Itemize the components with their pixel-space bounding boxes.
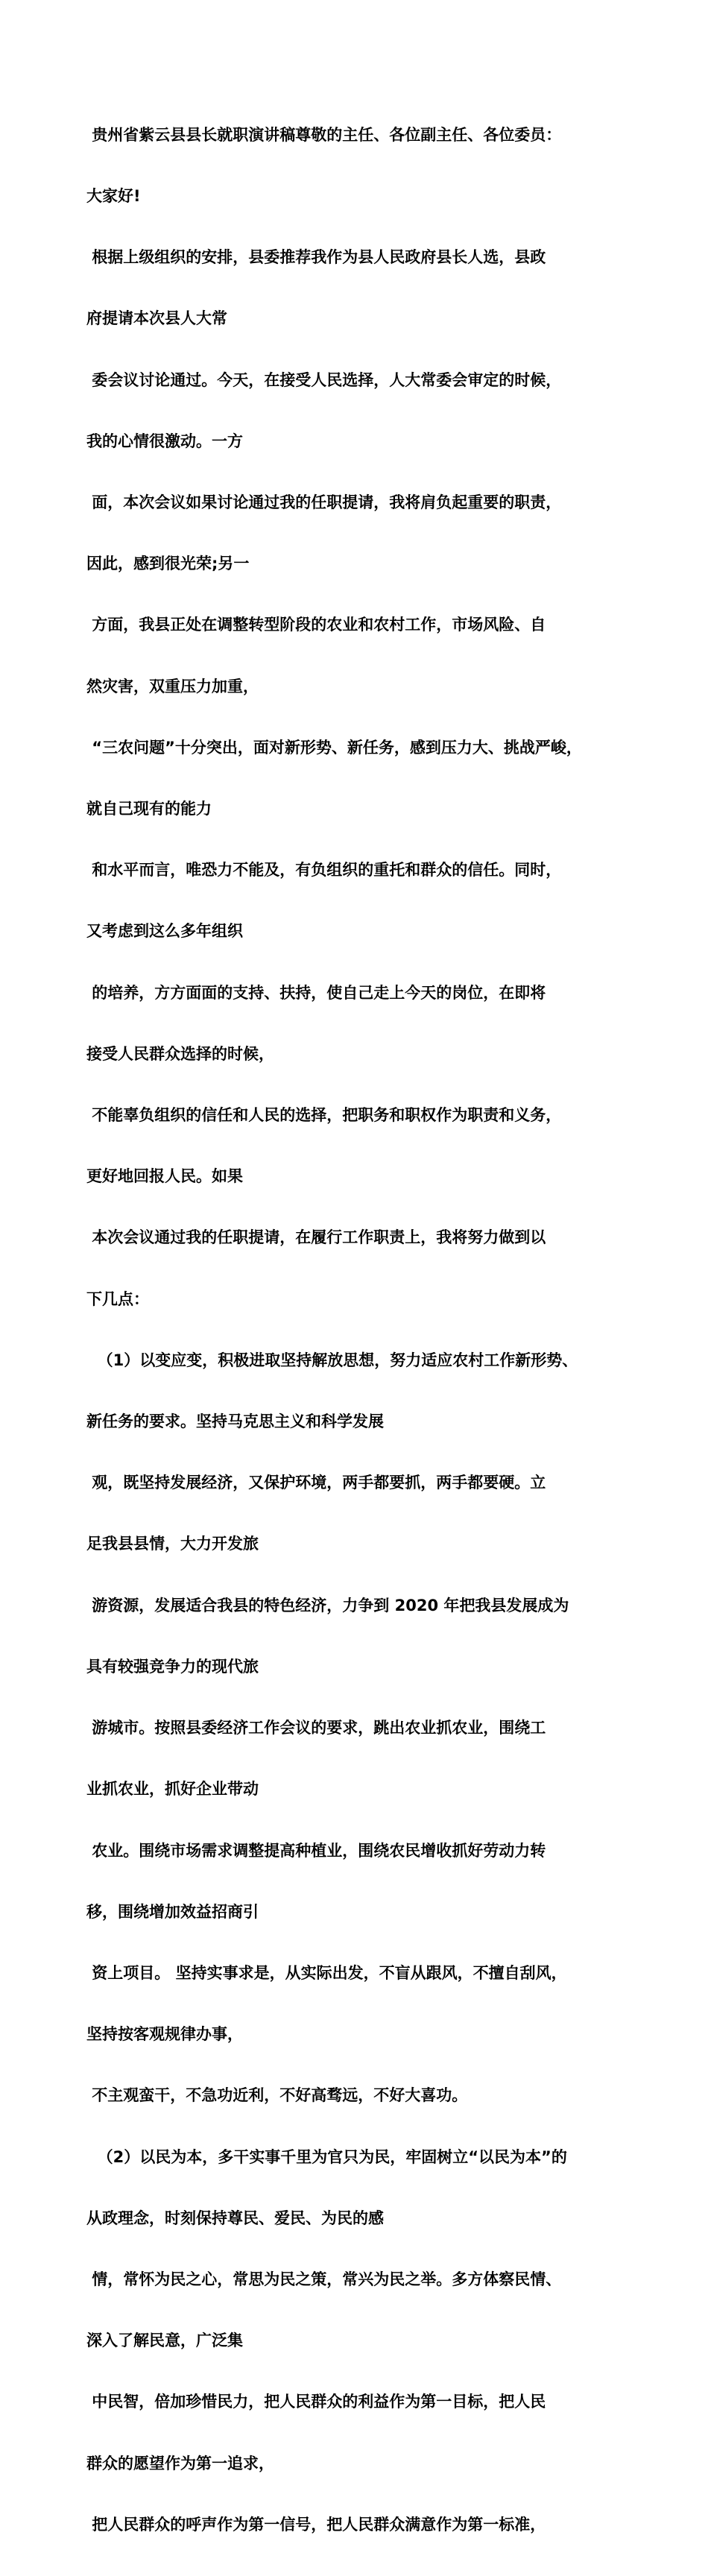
text-line: 根据上级组织的安排，县委推荐我作为县人民政府县长人选，县政 xyxy=(86,248,546,267)
text-line: 农业。围绕市场需求调整提高种植业，围绕农民增收抓好劳动力转 xyxy=(86,1841,546,1860)
text-line: 因此，感到很光荣;另一 xyxy=(86,555,250,573)
text-line: 又考虑到这么多年组织 xyxy=(86,922,243,941)
text-line: 坚持按客观规律办事， xyxy=(86,2025,243,2044)
text-line: 游城市。按照县委经济工作会议的要求，跳出农业抓农业，围绕工 xyxy=(86,1719,546,1737)
text-line: （2）以民为本，多干实事千里为官只为民，牢固树立“以民为本”的 xyxy=(86,2147,567,2166)
text-line: 府提请本次县人大常 xyxy=(86,309,227,328)
text-line: 下几点： xyxy=(86,1289,149,1308)
text-line: 移，围绕增加效益招商引 xyxy=(86,1902,259,1921)
text-line: 具有较强竞争力的现代旅 xyxy=(86,1657,259,1676)
text-line: 新任务的要求。坚持马克思主义和科学发展 xyxy=(86,1412,384,1431)
text-line: 资上项目。 坚持实事求是，从实际出发，不盲从跟风，不擅自刮风， xyxy=(86,1963,567,1982)
text-line: 把人民群众的呼声作为第一信号，把人民群众满意作为第一标准， xyxy=(86,2515,546,2534)
text-line: 接受人民群众选择的时候， xyxy=(86,1044,274,1063)
text-line: 的培养，方方面面的支持、扶持，使自己走上今天的岗位，在即将 xyxy=(86,983,546,1002)
text-line: 中民智，倍加珍惜民力，把人民群众的利益作为第一目标，把人民 xyxy=(86,2393,546,2411)
text-line: 面，本次会议如果讨论通过我的任职提请，我将肩负起重要的职责， xyxy=(86,493,562,512)
text-line: 和水平而言，唯恐力不能及，有负组织的重托和群众的信任。同时， xyxy=(86,861,562,880)
text-line: 情，常怀为民之心，常思为民之策，常兴为民之举。多方体察民情、 xyxy=(86,2270,562,2288)
text-line: 大家好! xyxy=(86,187,141,206)
text-line: 我的心情很激动。一方 xyxy=(86,432,243,450)
text-line: （1）以变应变，积极进取坚持解放思想，努力适应农村工作新形势、 xyxy=(86,1351,578,1369)
text-line: “三农问题”十分突出，面对新形势、新任务，感到压力大、挑战严峻， xyxy=(86,738,582,757)
text-line: 不主观蛮干，不急功近利，不好高骛远，不好大喜功。 xyxy=(86,2086,468,2105)
body-text xyxy=(86,84,630,2576)
text-line: 群众的愿望作为第一追求， xyxy=(86,2454,274,2472)
text-line: 游资源，发展适合我县的特色经济，力争到 2020 年把我县发展成为 xyxy=(86,1596,569,1614)
text-line: 足我县县情，大力开发旅 xyxy=(86,1535,259,1553)
text-line: 就自己现有的能力 xyxy=(86,800,212,818)
text-line: 贵州省紫云县县长就职演讲稿尊敬的主任、各位副主任、各位委员： xyxy=(86,125,562,144)
text-line: 委会议讨论通过。今天，在接受人民选择，人大常委会审定的时候， xyxy=(86,370,562,389)
text-line: 然灾害，双重压力加重， xyxy=(86,677,259,695)
text-line: 观，既坚持发展经济，又保护环境，两手都要抓，两手都要硬。立 xyxy=(86,1474,546,1492)
text-line: 从政理念，时刻保持尊民、爱民、为民的感 xyxy=(86,2209,384,2227)
text-line: 本次会议通过我的任职提请，在履行工作职责上，我将努力做到以 xyxy=(86,1228,546,1247)
text-line: 更好地回报人民。如果 xyxy=(86,1167,243,1186)
text-line: 不能辜负组织的信任和人民的选择，把职务和职权作为职责和义务， xyxy=(86,1106,562,1125)
text-line: 方面，我县正处在调整转型阶段的农业和农村工作，市场风险、自 xyxy=(86,616,546,634)
text-line: 业抓农业，抓好企业带动 xyxy=(86,1780,259,1799)
text-line: 深入了解民意，广泛集 xyxy=(86,2332,243,2350)
